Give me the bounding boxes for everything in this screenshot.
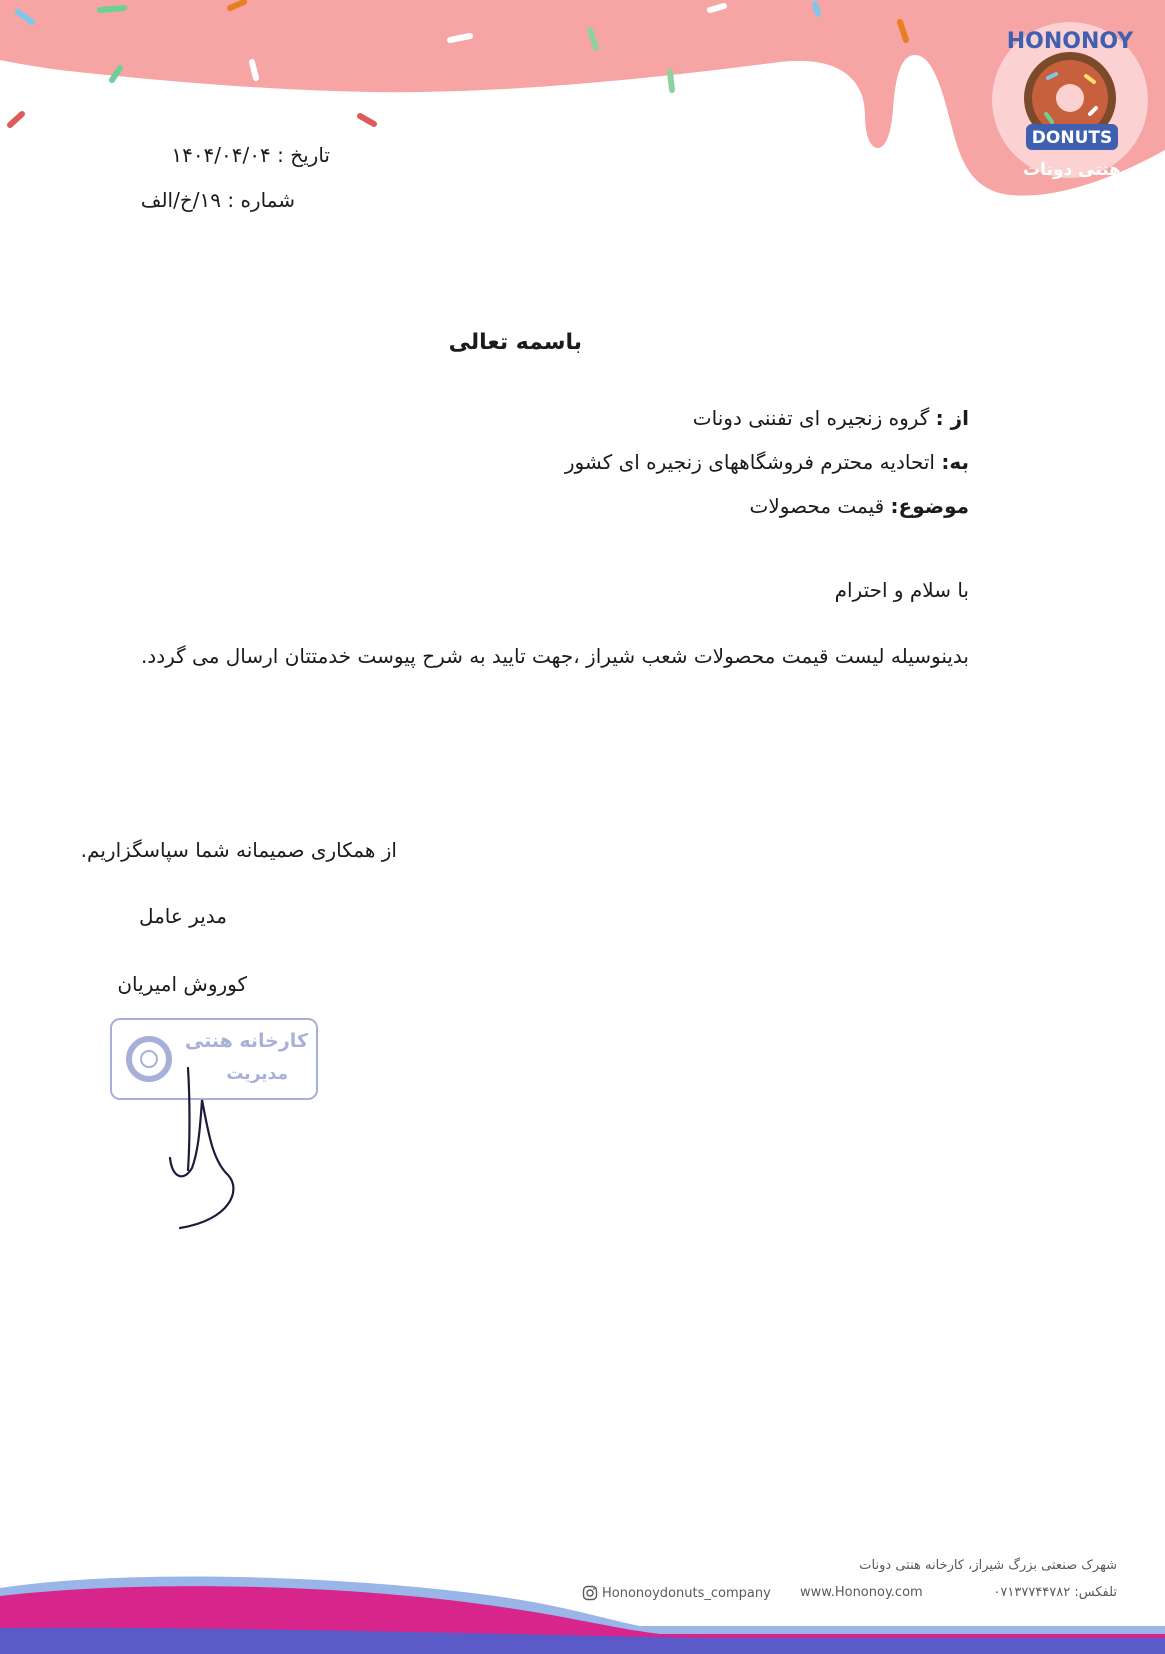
number-value: ۱۹/خ/الف — [140, 188, 221, 212]
subject-label: موضوع: — [890, 494, 969, 518]
thanks-line: از همکاری صمیمانه شما سپاسگزاریم. — [80, 838, 397, 862]
footer-website[interactable]: www.Hononoy.com — [800, 1585, 923, 1600]
greeting: با سلام و احترام — [834, 578, 969, 602]
letter-body: بدینوسیله لیست قیمت محصولات شعب شیراز ،جهت تایید به شرح پیوست خدمتتان ارسال می گردد. — [140, 644, 969, 668]
signer-title: مدیر عامل — [138, 904, 227, 928]
number-line — [141, 188, 295, 212]
stamp-line-1: کارخانه هنتی — [184, 1030, 308, 1052]
to-line — [565, 450, 969, 474]
signer-name: کوروش امیریان — [117, 972, 247, 996]
footer-phone: تلفکس: ۰۷۱۳۷۷۴۴۷۸۲ — [993, 1585, 1117, 1600]
to-value: اتحادیه محترم فروشگاههای زنجیره ای کشور — [564, 450, 935, 474]
instagram-handle: Hononoydonuts_company — [602, 1585, 771, 1601]
subject-value: قیمت محصولات — [749, 494, 885, 518]
logo-name-text: هنتی دونات — [1023, 160, 1121, 180]
stamp-line-2: مدیریت — [226, 1064, 288, 1084]
to-label: به: — [941, 450, 969, 474]
date-label: تاریخ : — [277, 143, 330, 167]
logo-arc-text: HONONOY — [1006, 29, 1134, 54]
from-label: از : — [935, 406, 969, 430]
subject-line — [750, 494, 970, 518]
letter-opening: باسمه تعالی — [448, 330, 582, 355]
date-value: ۱۴۰۴/۰۴/۰۴ — [171, 143, 271, 167]
signature — [150, 1060, 250, 1230]
footer-address: شهرک صنعتی بزرگ شیراز، کارخانه هنتی دونات — [859, 1558, 1117, 1573]
from-value: گروه زنجیره ای تفننی دونات — [692, 406, 930, 430]
from-line — [693, 406, 969, 430]
date-line — [171, 143, 330, 167]
number-label: شماره : — [227, 188, 295, 212]
footer-wave-decoration — [0, 1530, 1165, 1654]
logo-badge-text: DONUTS — [1031, 128, 1113, 148]
